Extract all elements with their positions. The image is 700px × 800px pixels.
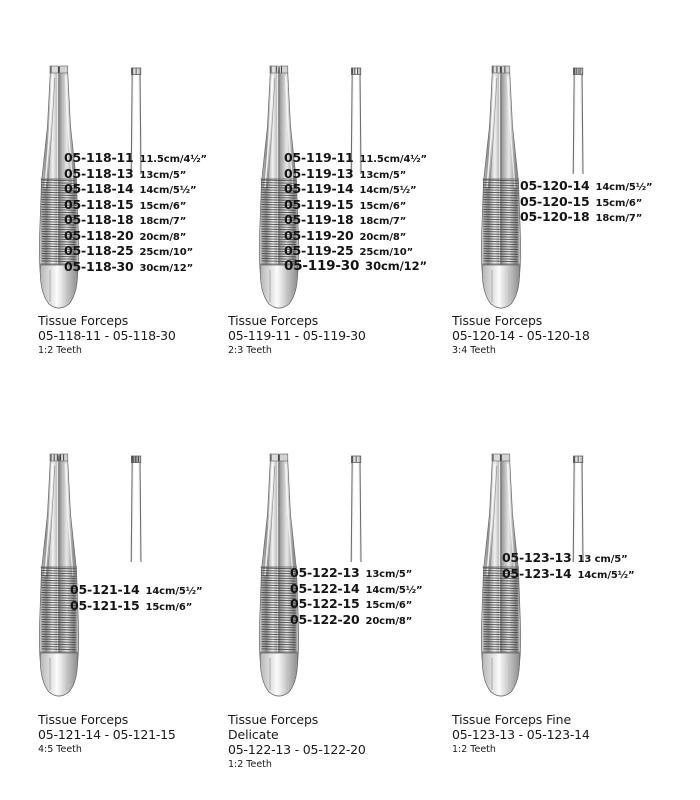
product-dimension: 15cm/6” [139, 200, 187, 212]
size-row [290, 565, 422, 581]
instrument-entry [450, 0, 683, 400]
size-row [64, 166, 207, 182]
size-list [502, 550, 634, 581]
product-code: 05-122-13 [290, 565, 360, 580]
forceps-tip-detail-illustration [120, 450, 154, 570]
caption-code-range: 05-119-11 - 05-119-30 [228, 328, 366, 343]
product-code: 05-119-11 [284, 150, 354, 165]
entry-caption [228, 712, 366, 771]
size-list [284, 150, 427, 274]
size-row [64, 243, 207, 259]
size-row [290, 581, 422, 597]
product-dimension: 13cm/5” [365, 569, 413, 580]
entry-caption [228, 313, 366, 357]
instrument-entry [450, 395, 683, 795]
product-dimension: 15cm/6” [595, 197, 643, 209]
caption-title: Tissue Forceps [228, 313, 319, 328]
size-row [284, 166, 427, 182]
forceps-tip-detail-illustration [340, 450, 374, 570]
product-dimension: 20cm/8” [365, 615, 413, 627]
caption-subtitle: Delicate [228, 727, 279, 742]
product-code: 05-122-15 [290, 596, 360, 611]
size-row [520, 194, 652, 210]
entry-caption [38, 313, 176, 357]
product-dimension: 14cm/5½” [145, 586, 203, 597]
instrument-entry [228, 0, 461, 400]
size-list [520, 178, 652, 225]
size-row [502, 566, 634, 582]
product-code: 05-118-20 [64, 227, 134, 243]
product-code: 05-119-14 [284, 181, 354, 196]
product-dimension: 15cm/6” [359, 200, 407, 212]
product-code: 05-122-20 [290, 611, 360, 627]
product-code: 05-120-18 [520, 209, 590, 224]
product-dimension: 25cm/10” [359, 247, 414, 258]
product-dimension: 13 cm/5” [577, 554, 628, 565]
caption-title: Tissue Forceps [452, 313, 543, 328]
caption-title: Tissue Forceps [228, 712, 319, 727]
product-code: 05-122-14 [290, 580, 360, 596]
product-dimension: 25cm/10” [139, 247, 194, 258]
caption-teeth-spec: 1:2 Teeth [38, 345, 82, 356]
product-code: 05-118-14 [64, 181, 134, 196]
product-code: 05-120-14 [520, 178, 590, 193]
product-dimension: 15cm/6” [145, 601, 193, 613]
product-code: 05-119-20 [284, 227, 354, 243]
product-dimension: 14cm/5½” [359, 185, 417, 196]
product-dimension: 14cm/5½” [595, 182, 653, 193]
product-dimension: 18cm/7” [595, 213, 643, 224]
size-row [284, 197, 427, 213]
caption-code-range: 05-123-13 - 05-123-14 [452, 727, 590, 742]
product-dimension: 18cm/7” [359, 216, 407, 227]
product-code: 05-118-13 [64, 165, 134, 181]
product-dimension: 14cm/5½” [577, 569, 635, 581]
size-row [64, 197, 207, 213]
size-list [290, 565, 422, 627]
product-code: 05-119-15 [284, 196, 354, 212]
product-code: 05-120-15 [520, 193, 590, 209]
product-dimension: 30cm/12” [365, 258, 427, 273]
product-dimension: 14cm/5½” [139, 185, 197, 196]
product-code: 05-119-30 [284, 257, 360, 274]
product-code: 05-121-14 [70, 582, 140, 597]
size-row [284, 181, 427, 197]
entry-caption [452, 712, 590, 756]
size-row [290, 596, 422, 612]
caption-teeth-spec: 1:2 Teeth [228, 759, 272, 770]
product-code: 05-119-13 [284, 165, 354, 181]
caption-code-range: 05-122-13 - 05-122-20 [228, 742, 366, 757]
instrument-entry [228, 395, 461, 795]
size-row [284, 259, 427, 275]
size-row [70, 582, 202, 598]
product-dimension: 18cm/7” [139, 216, 187, 227]
size-row [64, 259, 207, 275]
size-row [502, 550, 634, 566]
product-code: 05-118-18 [64, 212, 134, 227]
size-row [284, 243, 427, 259]
product-dimension: 13cm/5” [359, 169, 407, 181]
size-row [70, 598, 202, 614]
entry-caption [38, 712, 176, 756]
size-list [64, 150, 207, 274]
product-dimension: 11.5cm/4½” [359, 154, 428, 165]
product-dimension: 20cm/8” [359, 231, 407, 243]
caption-teeth-spec: 2:3 Teeth [228, 345, 272, 356]
caption-teeth-spec: 4:5 Teeth [38, 744, 82, 755]
product-code: 05-118-11 [64, 150, 134, 165]
size-row [520, 209, 652, 225]
product-code: 05-121-15 [70, 597, 140, 613]
product-code: 05-119-18 [284, 212, 354, 227]
size-row [64, 150, 207, 166]
size-row [64, 228, 207, 244]
product-dimension: 30cm/12” [139, 262, 194, 274]
size-row [284, 228, 427, 244]
instrument-entry [8, 395, 241, 795]
size-row [284, 212, 427, 228]
caption-title: Tissue Forceps Fine [452, 712, 572, 727]
caption-teeth-spec: 3:4 Teeth [452, 345, 496, 356]
size-row [284, 150, 427, 166]
product-dimension: 15cm/6” [365, 600, 413, 611]
size-row [520, 178, 652, 194]
size-row [64, 212, 207, 228]
caption-title: Tissue Forceps [38, 712, 129, 727]
size-row [64, 181, 207, 197]
forceps-tip-detail-illustration [562, 62, 596, 182]
caption-teeth-spec: 1:2 Teeth [452, 744, 496, 755]
entry-caption [452, 313, 590, 357]
forceps-illustration [30, 450, 88, 702]
product-code: 05-123-13 [502, 550, 572, 565]
product-dimension: 20cm/8” [139, 231, 187, 243]
product-code: 05-123-14 [502, 565, 572, 581]
product-code: 05-118-15 [64, 196, 134, 212]
product-dimension: 11.5cm/4½” [139, 154, 208, 165]
caption-code-range: 05-121-14 - 05-121-15 [38, 727, 176, 742]
caption-code-range: 05-118-11 - 05-118-30 [38, 328, 176, 343]
product-code: 05-118-25 [64, 243, 134, 258]
product-code: 05-118-30 [64, 258, 134, 274]
size-list [70, 582, 202, 613]
size-row [290, 612, 422, 628]
product-code: 05-119-25 [284, 243, 354, 258]
instrument-entry [8, 0, 241, 400]
product-dimension: 13cm/5” [139, 169, 187, 181]
caption-code-range: 05-120-14 - 05-120-18 [452, 328, 590, 343]
product-dimension: 14cm/5½” [365, 584, 423, 596]
caption-title: Tissue Forceps [38, 313, 129, 328]
